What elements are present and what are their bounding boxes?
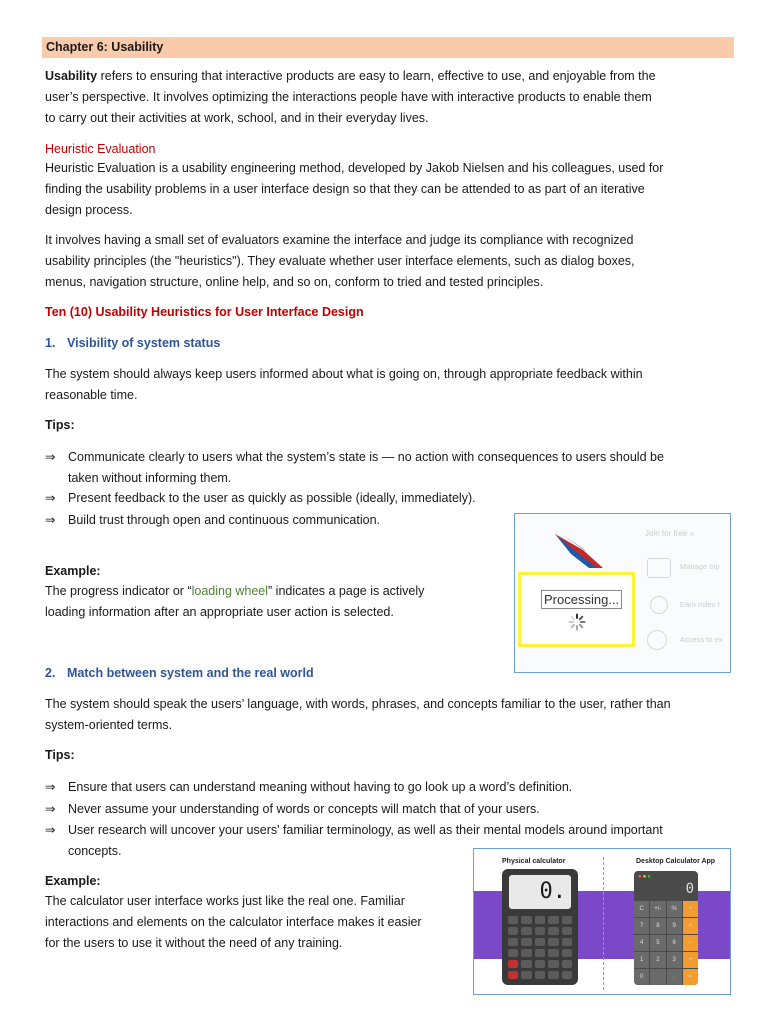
section-1-example-label: Example: — [45, 564, 101, 578]
globe-icon — [650, 596, 668, 614]
physical-calculator-caption: Physical calculator — [502, 858, 566, 865]
section-1-tip-2: ⇒ Present feedback to the user as quickly as possible (ideally, immediately). — [45, 488, 732, 509]
section-2-description: The system should speak the users’ language, with words, phrases, and concepts familiar to the user, rather than system-oriented terms. — [45, 697, 671, 732]
chapter-title: Chapter 6: Usability — [42, 37, 734, 58]
arrow-icon: ⇒ — [45, 450, 56, 464]
section-1-tips-label: Tips: — [45, 418, 75, 432]
arrow-icon: ⇒ — [45, 513, 56, 527]
section-2-tips-label: Tips: — [45, 748, 75, 762]
section-2-heading: 2. Match between system and the real world — [45, 666, 314, 680]
loading-spinner-icon — [568, 613, 586, 631]
heuristic-paragraph-2: It involves having a small set of evaluators examine the interface and judge its compliance with recognized usability principles (the "heuristics"). They evaluate whether user interface elements, such as dialog boxes, menus, navigation structure, online help, and so on, conform to tried and tested principles. — [45, 233, 635, 289]
intro-line-3: to carry out their activities at work, school, and in their everyday lives. — [45, 111, 429, 125]
heuristic-paragraph-1: Heuristic Evaluation is a usability engineering method, developed by Jakob Nielsen and his colleagues, used for finding the usability problems in a user interface design so that they can be attended to as part of an iterative design process. — [45, 161, 664, 217]
loading-wheel-highlight: loading wheel — [191, 584, 269, 598]
physical-calculator-image — [502, 869, 578, 985]
section-1-heading: 1. Visibility of system status — [45, 336, 221, 350]
section-2-example-label: Example: — [45, 874, 101, 888]
processing-label: Processing... — [541, 590, 622, 609]
desktop-calculator-display: 0 — [685, 881, 694, 897]
intro-line-2: user’s perspective. It involves optimizing the interactions people have with interactive products to enable them — [45, 90, 652, 104]
card-icon — [647, 630, 667, 650]
figure-divider — [603, 857, 604, 990]
ticket-icon — [647, 558, 671, 578]
section-2-example-text: The calculator user interface works just like the real one. Familiar interactions and elements on the calculator interface makes it easier for the users to use it without the need of any training. — [45, 894, 422, 950]
desktop-calculator-keys: C +/- % ÷ 7 8 9 × 4 5 6 − 1 2 3 + 0 . = — [634, 901, 698, 985]
manage-trip-label: Manage trip — [680, 562, 720, 571]
processing-highlight-frame — [518, 572, 635, 647]
heuristic-heading: Heuristic Evaluation — [45, 142, 156, 156]
physical-calculator-keys — [508, 916, 572, 979]
arrow-icon: ⇒ — [45, 802, 56, 816]
loading-wheel-figure — [514, 513, 731, 673]
desktop-calculator-image — [634, 871, 698, 985]
calculator-comparison-figure — [473, 848, 731, 995]
intro-paragraph — [45, 66, 732, 129]
earn-miles-label: Earn miles t — [680, 600, 720, 609]
airline-logo-icon — [553, 530, 605, 570]
window-controls-icon: ●●● — [638, 874, 652, 880]
arrow-icon: ⇒ — [45, 780, 56, 794]
ten-heuristics-heading: Ten (10) Usability Heuristics for User Interface Design — [45, 305, 364, 319]
arrow-icon: ⇒ — [45, 823, 56, 837]
arrow-icon: ⇒ — [45, 491, 56, 505]
physical-calculator-display: 0. — [509, 875, 571, 909]
section-1-tip-3: ⇒ Build trust through open and continuous communication. — [45, 510, 505, 531]
section-1-tip-1: ⇒ Communicate clearly to users what the system’s state is — no action with consequences to users should be taken without informing them. — [45, 447, 732, 489]
section-1-example-text: The progress indicator or “loading wheel” indicates a page is actively loading information after an appropriate user action is selected. — [45, 584, 425, 619]
section-2-tip-3: ⇒ User research will uncover your users' familiar terminology, as well as their mental models around important concepts. — [45, 820, 732, 862]
usability-term: Usability — [45, 69, 98, 83]
section-2-tip-1: ⇒ Ensure that users can understand meaning without having to go look up a word’s definition. — [45, 777, 732, 798]
section-1-description: The system should always keep users informed about what is going on, through appropriate feedback within reasonable time. — [45, 367, 643, 402]
intro-line-1: Usability refers to ensuring that interactive products are easy to learn, effective to use, and enjoyable from the — [45, 69, 656, 83]
desktop-calculator-caption: Desktop Calculator App — [636, 858, 716, 865]
access-label: Access to ex — [680, 635, 723, 644]
section-2-tip-2: ⇒ Never assume your understanding of words or concepts will match that of your users. — [45, 799, 732, 820]
join-link: Join for free » — [645, 529, 694, 538]
